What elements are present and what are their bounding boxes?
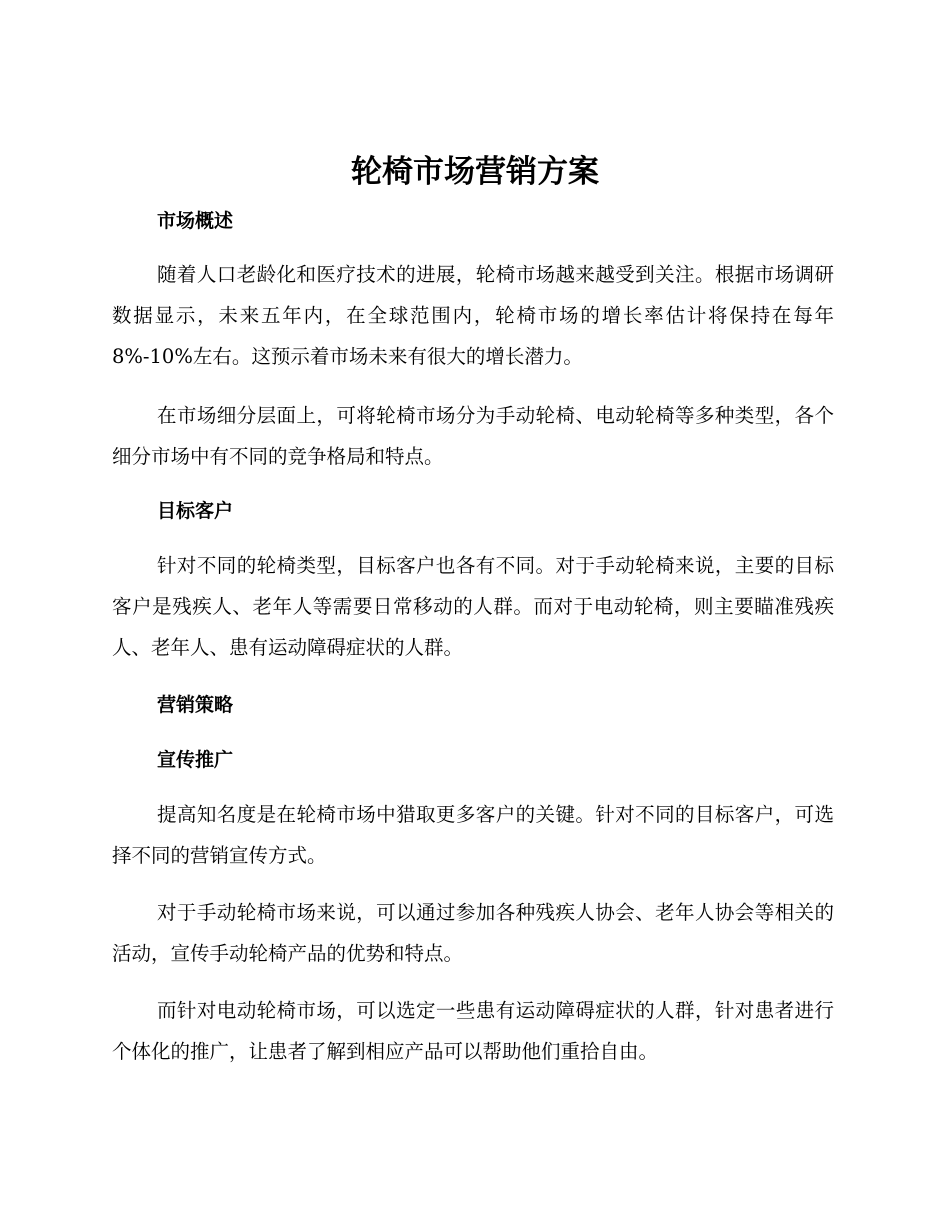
section-heading-target-customers: 目标客户 [157, 500, 234, 522]
subsection-heading-promotion: 宣传推广 [157, 749, 234, 771]
paragraph-market-growth: 随着人口老龄化和医疗技术的进展，轮椅市场越来越受到关注。根据市场调研数据显示，未来五年内，在全球范围内，轮椅市场的增长率估计将保持在每年 8%-10%左右。这预示着市场未来有很大的增长潜力。 [112, 263, 834, 368]
paragraph-promotion-awareness: 提高知名度是在轮椅市场中猎取更多客户的关键。针对不同的目标客户，可选择不同的营销宣传方式。 [112, 803, 834, 867]
section-heading-marketing-strategy: 营销策略 [157, 694, 234, 716]
section-heading-market-overview: 市场概述 [157, 210, 234, 232]
paragraph-manual-wheelchair-promotion: 对于手动轮椅市场来说，可以通过参加各种残疾人协会、老年人协会等相关的活动，宣传手动轮椅产品的优势和特点。 [112, 901, 834, 965]
document-title: 轮椅市场营销方案 [351, 154, 599, 190]
paragraph-market-segments: 在市场细分层面上，可将轮椅市场分为手动轮椅、电动轮椅等多种类型，各个细分市场中有不同的竞争格局和特点。 [112, 404, 834, 468]
paragraph-target-customers: 针对不同的轮椅类型，目标客户也各有不同。对于手动轮椅来说，主要的目标客户是残疾人、老年人等需要日常移动的人群。而对于电动轮椅，则主要瞄准残疾人、老年人、患有运动障碍症状的人群。 [112, 554, 834, 659]
paragraph-electric-wheelchair-promotion: 而针对电动轮椅市场，可以选定一些患有运动障碍症状的人群，针对患者进行个体化的推广，让患者了解到相应产品可以帮助他们重拾自由。 [112, 999, 834, 1063]
